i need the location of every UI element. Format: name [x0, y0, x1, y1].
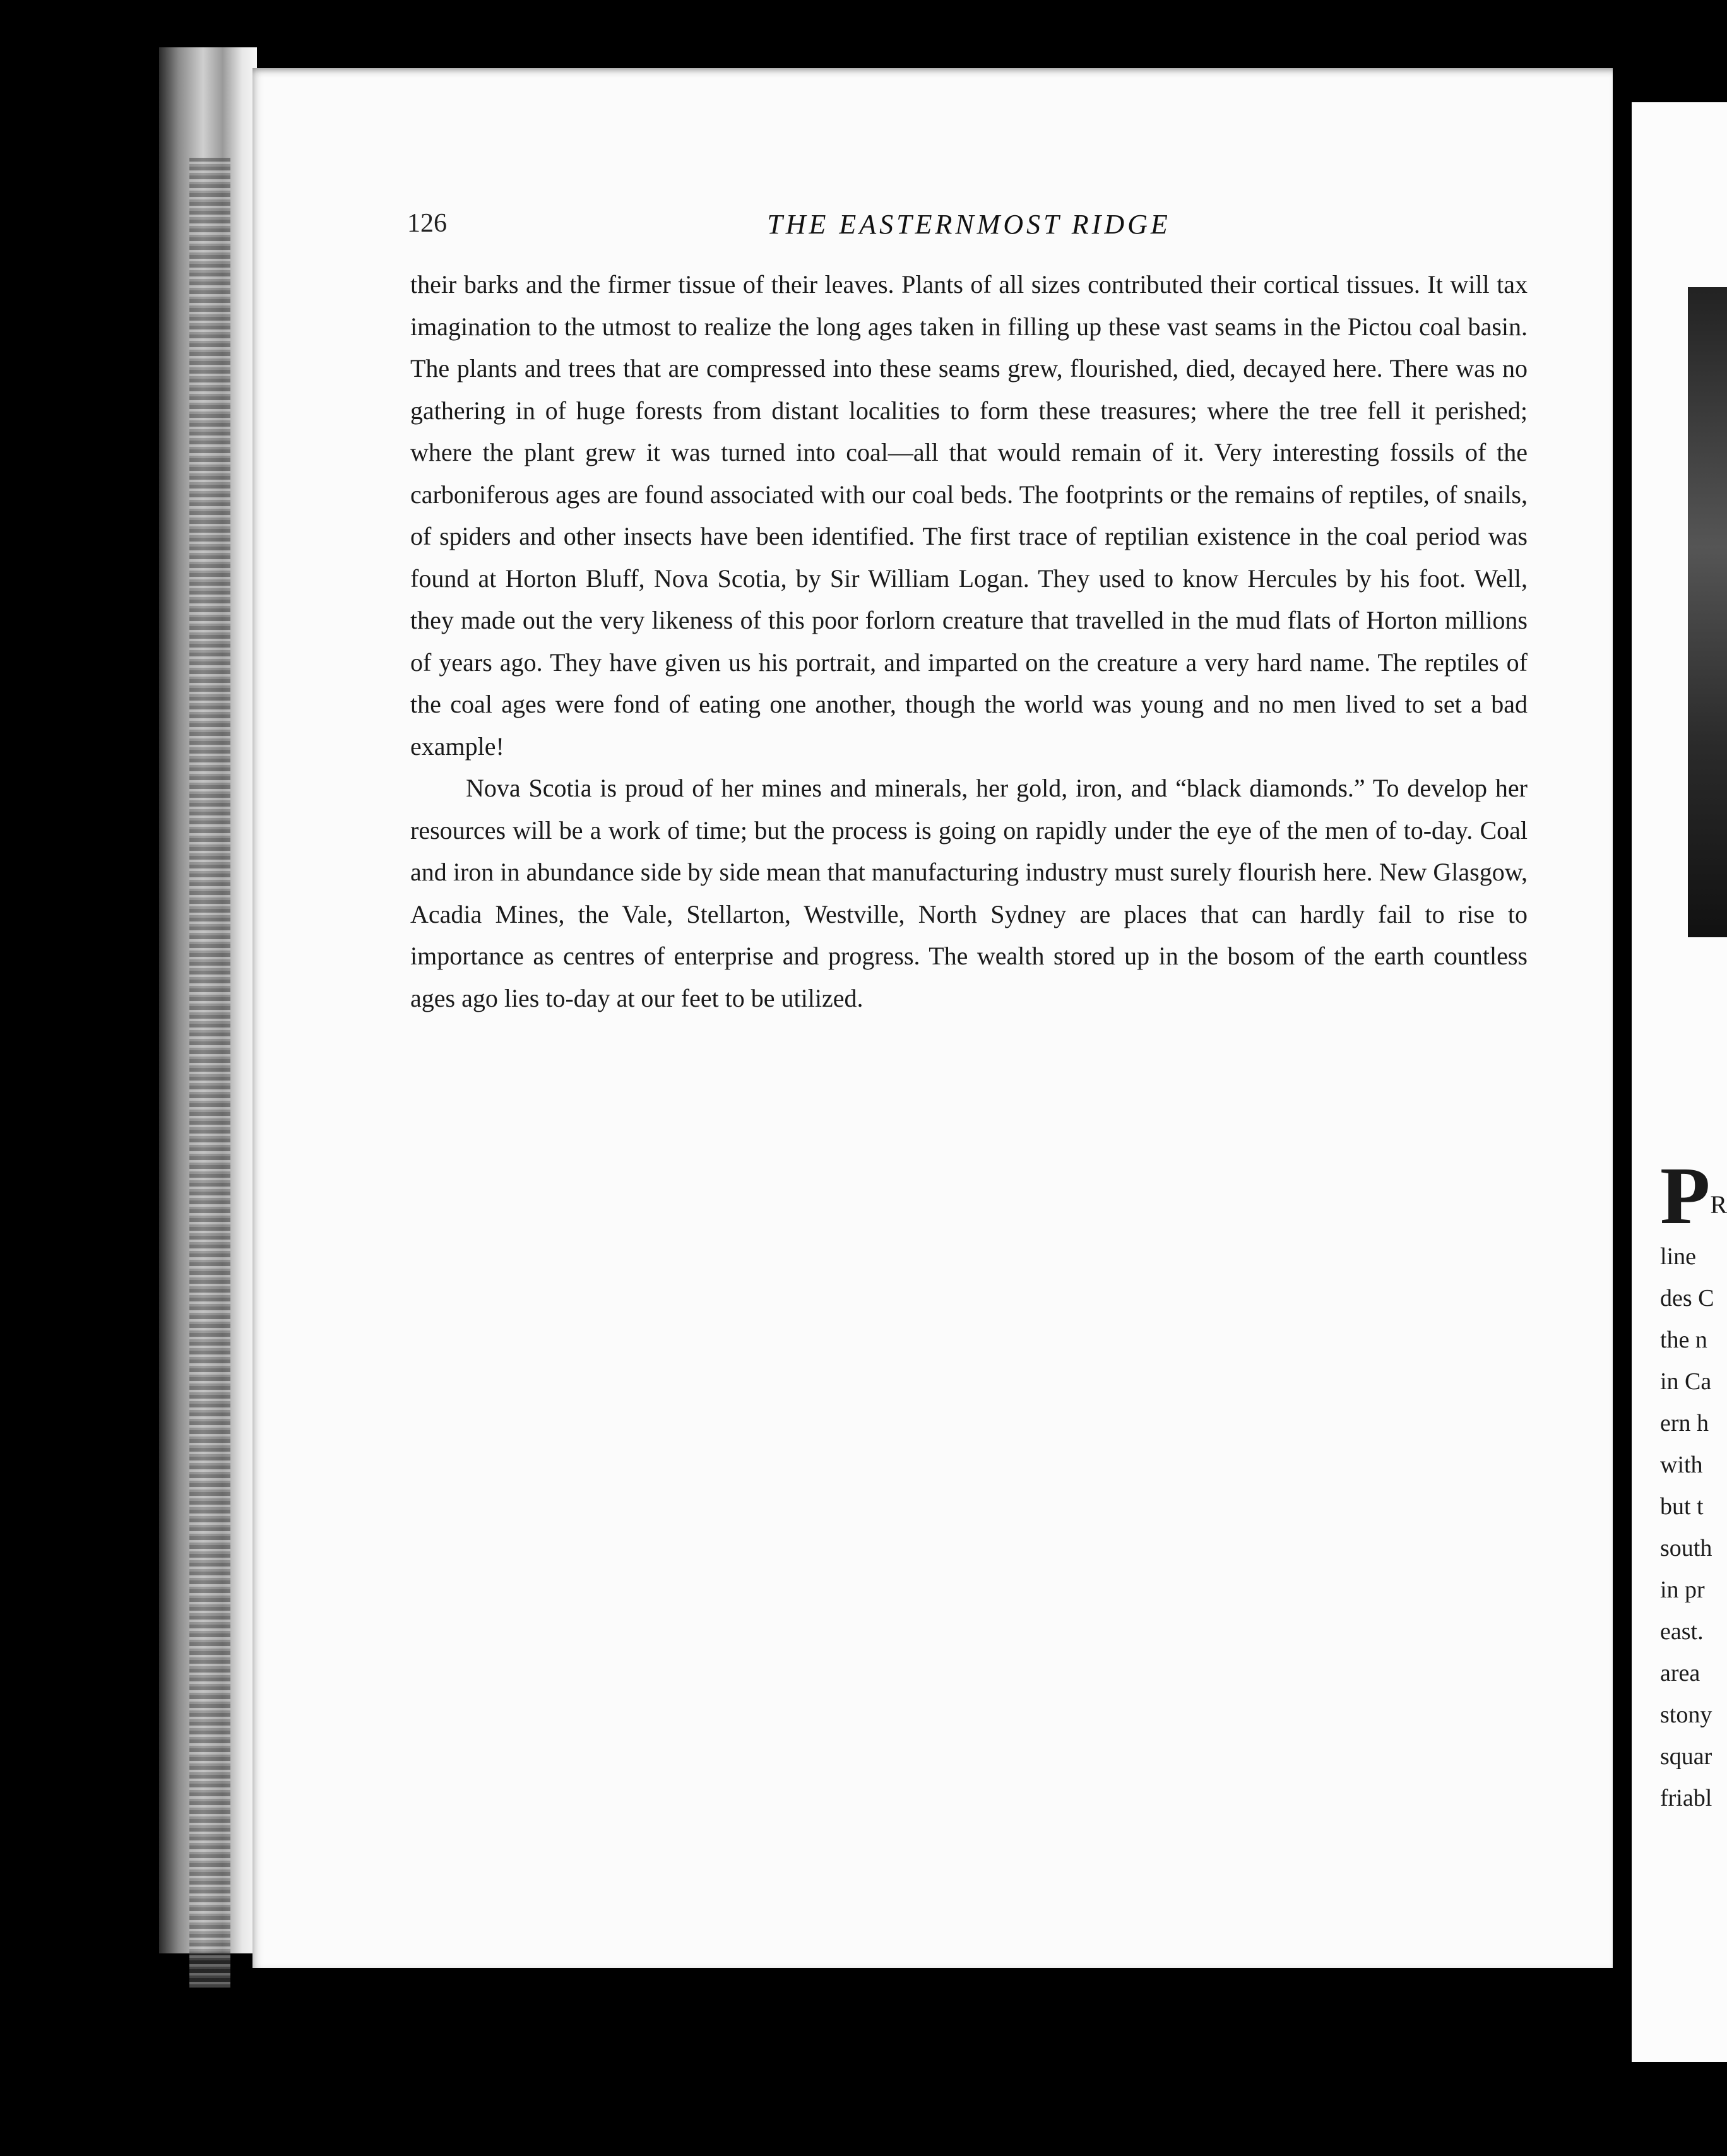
- paragraph: their barks and the firmer tissue of their leaves. Plants of all sizes contributed their cortical tissues. It will tax imagination to the utmost to realize the long ages taken in filling up these vast seams in the Pictou coal basin. The plants and trees that are compressed into these seams grew, flourished, died, decayed here. There was no gathering in of huge forests from distant localities to form these treasures; where the tree fell it perished; where the plant grew it was turned into coal—all that would remain of it. Very interesting fossils of the carboniferous ages are found associated with our coal beds. The footprints or the remains of reptiles, of snails, of spiders and other insects have been identified. The first trace of reptilian existence in the coal period was found at Horton Bluff, Nova Scotia, by Sir William Logan. They used to know Hercules by his foot. Well, they made out the very likeness of this poor forlorn creature that travelled in the mud flats of Horton millions of years ago. They have given us his portrait, and imparted on the creature a very hard name. The reptiles of the coal ages were fond of eating one another, though the world was young and no men lived to set a bad example!: [410, 270, 1528, 761]
- right-page-text: [1660, 1161, 1727, 1819]
- drop-cap: $P^R$: [1660, 1161, 1727, 1241]
- running-title: THE EASTERNMOST RIDGE: [767, 209, 1171, 240]
- line-fragment: in pr: [1660, 1577, 1705, 1603]
- line-fragment: south: [1660, 1535, 1712, 1561]
- line-fragment: east.: [1660, 1618, 1704, 1645]
- page-edge-strip: [189, 158, 230, 1988]
- line-fragment: line: [1660, 1243, 1696, 1270]
- body-text: [410, 264, 1528, 1019]
- line-fragment: in Ca: [1660, 1368, 1712, 1395]
- running-head: [407, 208, 1531, 252]
- page-number: 126: [407, 209, 447, 238]
- line-fragment: but t: [1660, 1493, 1704, 1520]
- line-fragment: stony: [1660, 1702, 1712, 1728]
- photo-plate: [1688, 287, 1727, 937]
- line-fragment: friabl: [1660, 1785, 1712, 1811]
- line-fragment: with: [1660, 1452, 1703, 1478]
- line-fragment: area: [1660, 1660, 1700, 1686]
- line-fragment: des C: [1660, 1285, 1714, 1312]
- line-fragment: the n: [1660, 1327, 1707, 1353]
- line-fragment: ern h: [1660, 1410, 1709, 1436]
- line-fragment: squar: [1660, 1743, 1712, 1770]
- paragraph: Nova Scotia is proud of her mines and minerals, her gold, iron, and “black diamonds.” To develop her resources will be a work of time; but the process is going on rapidly under the eye of the men of to-day. Coal and iron in abundance side by side mean that manufacturing industry must surely flourish here. New Glasgow, Acadia Mines, the Vale, Stellarton, Westville, North Sydney are places that can hardly fail to rise to importance as centres of enterprise and progress. The wealth stored up in the bosom of the earth countless ages ago lies to-day at our feet to be utilized.: [410, 774, 1528, 1012]
